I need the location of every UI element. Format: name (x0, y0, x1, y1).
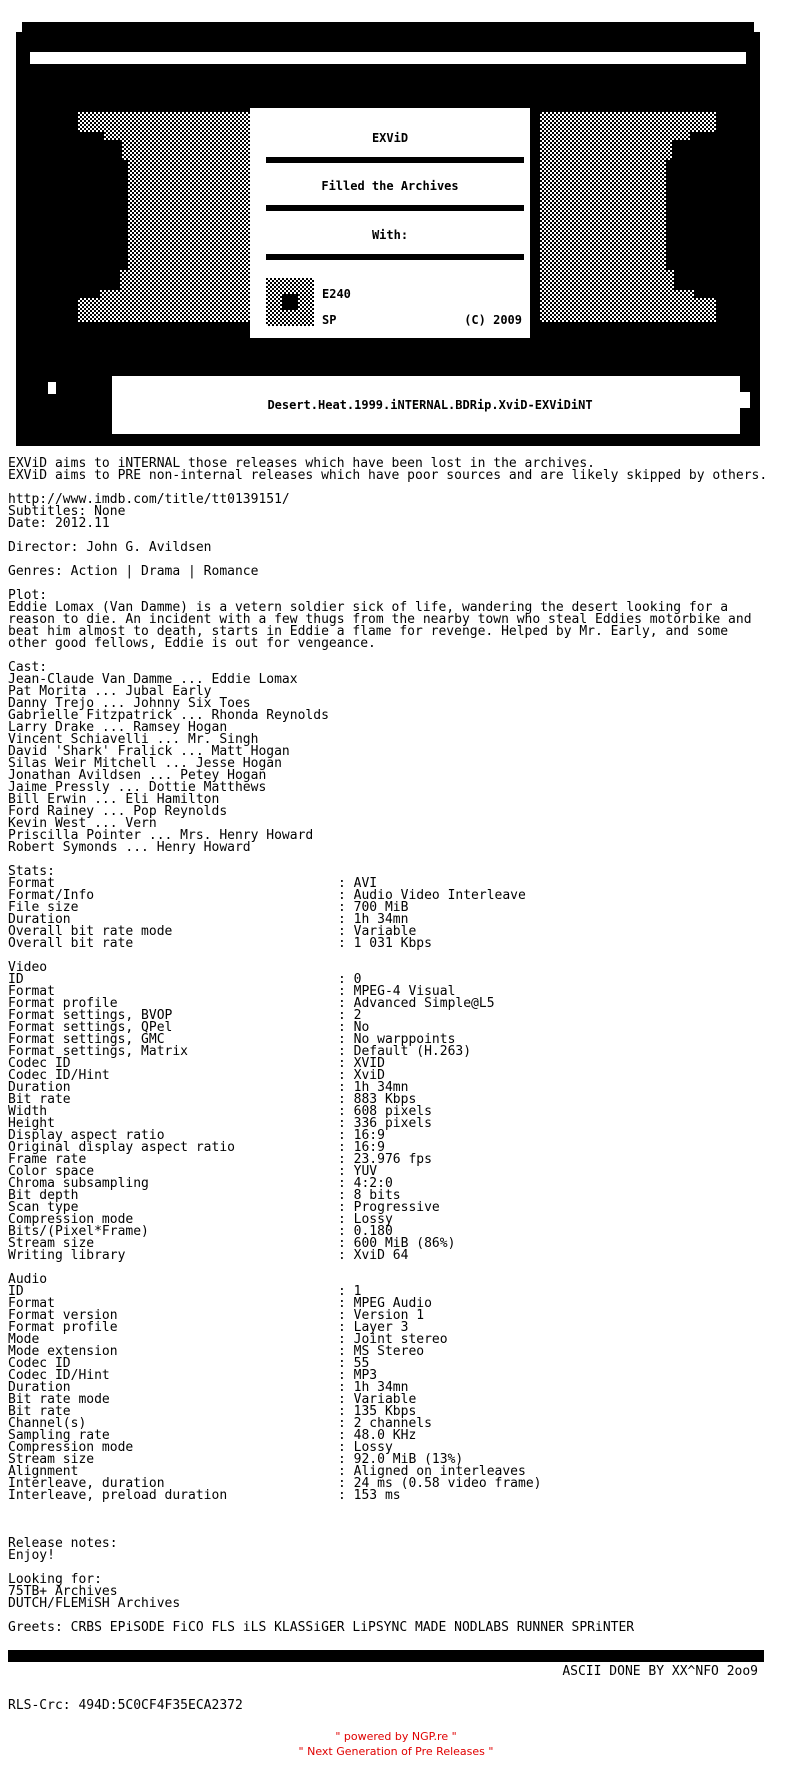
stats-value: : 2 channels (338, 1416, 432, 1431)
stats-key: Stream size (8, 1452, 95, 1467)
stats-value: : Lossy (338, 1212, 393, 1227)
stats-value: : Variable (338, 924, 417, 939)
stats-key: Frame rate (8, 1152, 87, 1167)
tape-copyright: (C) 2009 (464, 313, 522, 327)
tape-line1: Filled the Archives (321, 179, 459, 193)
stats-key: Alignment (8, 1464, 79, 1479)
tape-group: EXViD (371, 131, 409, 145)
release-name: Desert.Heat.1999.iNTERNAL.BDRip.XviD-EXViDiNT (267, 398, 593, 412)
stats-value: : Version 1 (338, 1308, 425, 1323)
stats-key: Channel(s) (8, 1416, 87, 1431)
stats-key: Interleave, duration (8, 1476, 165, 1491)
stats-key: Format/Info (8, 888, 95, 903)
stats-value: : Aligned on interleaves (338, 1464, 526, 1479)
looking-item: DUTCH/FLEMiSH Archives (8, 1596, 181, 1611)
crc-line: RLS-Crc: 494D:5C0CF4F35ECA2372 (8, 1698, 243, 1713)
stats-value: : 2 (338, 1008, 362, 1023)
stats-value: : 4:2:0 (338, 1176, 393, 1191)
stats-value: : 48.0 KHz (338, 1428, 417, 1443)
label-divider (266, 205, 524, 211)
stats-key: Format settings, GMC (8, 1032, 165, 1047)
stats-value: : 16:9 (338, 1140, 385, 1155)
stats-key: Bit rate (8, 1092, 71, 1107)
stats-key: Codec ID/Hint (8, 1368, 110, 1383)
stats-value: : No warppoints (338, 1032, 456, 1047)
stats-value: : Layer 3 (338, 1320, 409, 1335)
stats-value: : Default (H.263) (338, 1044, 472, 1059)
stats-value: : 135 Kbps (338, 1404, 417, 1419)
write-protect-notch (48, 382, 56, 394)
stats-value: : 55 (338, 1356, 370, 1371)
stats-value: : MPEG-4 Visual (338, 984, 456, 999)
cast-member: Vincent Schiavelli ... Mr. Singh (8, 732, 259, 747)
stats-value: : 92.0 MiB (13%) (338, 1452, 464, 1467)
stats-value: : YUV (338, 1164, 378, 1179)
stats-key: Scan type (8, 1200, 79, 1215)
tape-mode: SP (322, 313, 337, 327)
stats-key: Overall bit rate (8, 936, 134, 951)
stats-value: : MS Stereo (338, 1344, 425, 1359)
stats-key: Format (8, 984, 55, 999)
stats-key: Codec ID (8, 1356, 71, 1371)
genres-line: Genres: Action | Drama | Romance (8, 564, 259, 579)
cast-member: Kevin West ... Vern (8, 816, 157, 831)
stats-value: : MP3 (338, 1368, 378, 1383)
cast-member: Gabrielle Fitzpatrick ... Rhonda Reynolds (8, 708, 329, 723)
plot-heading: Plot: (8, 588, 48, 603)
stats-key: Format settings, QPel (8, 1020, 173, 1035)
video-heading: Video (8, 960, 48, 975)
cast-member: Jonathan Avildsen ... Petey Hogan (8, 768, 267, 783)
stats-key: Format (8, 1296, 55, 1311)
stats-key: Codec ID/Hint (8, 1068, 110, 1083)
ascii-bar (8, 1650, 764, 1662)
stats-value: : 23.976 fps (338, 1152, 432, 1167)
stats-value: : 1 (338, 1284, 362, 1299)
stats-heading: Stats: (8, 864, 55, 879)
stats-value: : 153 ms (338, 1488, 401, 1503)
vhs-cassette-art (0, 0, 792, 450)
stats-key: Sampling rate (8, 1428, 110, 1443)
stats-value: : 1 031 Kbps (338, 936, 432, 951)
stats-key: Bit rate (8, 1404, 71, 1419)
cast-member: Jaime Pressly ... Dottie Matthews (8, 780, 267, 795)
stats-value: : Joint stereo (338, 1332, 448, 1347)
cast-member: Bill Erwin ... Eli Hamilton (8, 792, 220, 807)
stats-value: : 0.180 (338, 1224, 393, 1239)
cast-heading: Cast: (8, 660, 48, 675)
release-notes-heading: Release notes: (8, 1536, 118, 1551)
stats-value: : 700 MiB (338, 900, 409, 915)
cast-member: Larry Drake ... Ramsey Hogan (8, 720, 228, 735)
imdb-link[interactable]: http://www.imdb.com/title/tt0139151/ (8, 492, 290, 507)
cast-member: Ford Rainey ... Pop Reynolds (8, 804, 228, 819)
label-divider (266, 157, 524, 163)
stats-value: : No (338, 1020, 370, 1035)
stats-value: : Progressive (338, 1200, 440, 1215)
stats-key: Mode extension (8, 1344, 118, 1359)
cast-member: Robert Symonds ... Henry Howard (8, 840, 251, 855)
plot-line: Eddie Lomax (Van Damme) is a vetern soldier sick of life, wandering the desert looking for a (8, 600, 729, 615)
stats-key: Interleave, preload duration (8, 1488, 228, 1503)
plot-line: reason to die. An incident with a few thugs from the nearby town who steal Eddies motorbike and (8, 612, 752, 627)
stats-key: ID (8, 972, 24, 987)
stats-key: Writing library (8, 1248, 126, 1263)
stats-key: Duration (8, 1080, 71, 1095)
tape-line2: With: (371, 228, 409, 242)
stats-value: : XviD (338, 1068, 385, 1083)
stats-key: Compression mode (8, 1440, 134, 1455)
date-line: Date: 2012.11 (8, 516, 110, 531)
cast-member: Danny Trejo ... Johnny Six Toes (8, 696, 251, 711)
stats-value: : 1h 34mn (338, 1080, 409, 1095)
stats-key: Original display aspect ratio (8, 1140, 235, 1155)
cast-member: Pat Morita ... Jubal Early (8, 684, 212, 699)
stats-value: : 600 MiB (86%) (338, 1236, 456, 1251)
stats-key: Height (8, 1116, 55, 1131)
plot-line: other good fellows, Eddie is out for vengeance. (8, 636, 376, 651)
stats-key: Format (8, 876, 55, 891)
audio-heading: Audio (8, 1272, 48, 1287)
stats-key: Compression mode (8, 1212, 134, 1227)
stats-value: : XVID (338, 1056, 385, 1071)
stats-value: : AVI (338, 876, 378, 891)
stats-key: Chroma subsampling (8, 1176, 149, 1191)
stats-value: : Audio Video Interleave (338, 888, 526, 903)
stats-key: Format profile (8, 1320, 118, 1335)
stats-value: : XviD 64 (338, 1248, 409, 1263)
stats-value: : Lossy (338, 1440, 393, 1455)
stats-value: : 336 pixels (338, 1116, 432, 1131)
stats-key: File size (8, 900, 79, 915)
stats-value: : Advanced Simple@L5 (338, 996, 495, 1011)
release-notes-text: Enjoy! (8, 1548, 55, 1563)
stats-key: ID (8, 1284, 24, 1299)
tape-code: E240 (322, 287, 351, 301)
stats-key: Duration (8, 1380, 71, 1395)
stats-key: Stream size (8, 1236, 95, 1251)
stats-value: : 16:9 (338, 1128, 385, 1143)
stats-value: : Variable (338, 1392, 417, 1407)
plot-line: beat him almost to death, starts in Eddie a flame for revenge. Helped by Mr. Early, and some (8, 624, 729, 639)
stats-key: Format profile (8, 996, 118, 1011)
label-divider (266, 254, 524, 260)
director-line: Director: John G. Avildsen (8, 540, 212, 555)
stats-key: Color space (8, 1164, 95, 1179)
cast-member: Priscilla Pointer ... Mrs. Henry Howard (8, 828, 314, 843)
cast-member: David 'Shark' Fralick ... Matt Hogan (8, 744, 290, 759)
stats-key: Format version (8, 1308, 118, 1323)
stats-key: Format settings, BVOP (8, 1008, 173, 1023)
intro-line: EXViD aims to iNTERNAL those releases which have been lost in the archives. (8, 456, 595, 471)
tagline: " Next Generation of Pre Releases " (298, 1745, 494, 1758)
stats-key: Format settings, Matrix (8, 1044, 189, 1059)
stats-key: Codec ID (8, 1056, 71, 1071)
stats-key: Bits/(Pixel*Frame) (8, 1224, 149, 1239)
stats-value: : 608 pixels (338, 1104, 432, 1119)
stats-value: : 1h 34mn (338, 1380, 409, 1395)
cast-member: Jean-Claude Van Damme ... Eddie Lomax (8, 672, 298, 687)
looking-item: 75TB+ Archives (8, 1584, 118, 1599)
stats-value: : 1h 34mn (338, 912, 409, 927)
stats-key: Width (8, 1104, 48, 1119)
stats-value: : 8 bits (338, 1188, 401, 1203)
looking-heading: Looking for: (8, 1572, 102, 1587)
stats-value: : 883 Kbps (338, 1092, 417, 1107)
intro-line: EXViD aims to PRE non-internal releases which have poor sources and are likely skipped by others. (8, 468, 768, 483)
stats-key: Bit rate mode (8, 1392, 110, 1407)
stats-value: : 0 (338, 972, 362, 987)
powered-by[interactable]: " powered by NGP.re " (335, 1730, 457, 1743)
cast-member: Silas Weir Mitchell ... Jesse Hogan (8, 756, 282, 771)
greets-line: Greets: CRBS EPiSODE FiCO FLS iLS KLASSiGER LiPSYNC MADE NODLABS RUNNER SPRiNTER (8, 1620, 635, 1635)
stats-value: : 24 ms (0.58 video frame) (338, 1476, 542, 1491)
stats-key: Bit depth (8, 1188, 79, 1203)
subtitles-line: Subtitles: None (8, 504, 126, 519)
stats-value: : MPEG Audio (338, 1296, 432, 1311)
stats-key: Overall bit rate mode (8, 924, 173, 939)
ascii-credit: ASCII DONE BY XX^NFO 2oo9 (562, 1664, 758, 1679)
stats-key: Mode (8, 1332, 40, 1347)
stats-key: Display aspect ratio (8, 1128, 165, 1143)
stats-key: Duration (8, 912, 71, 927)
